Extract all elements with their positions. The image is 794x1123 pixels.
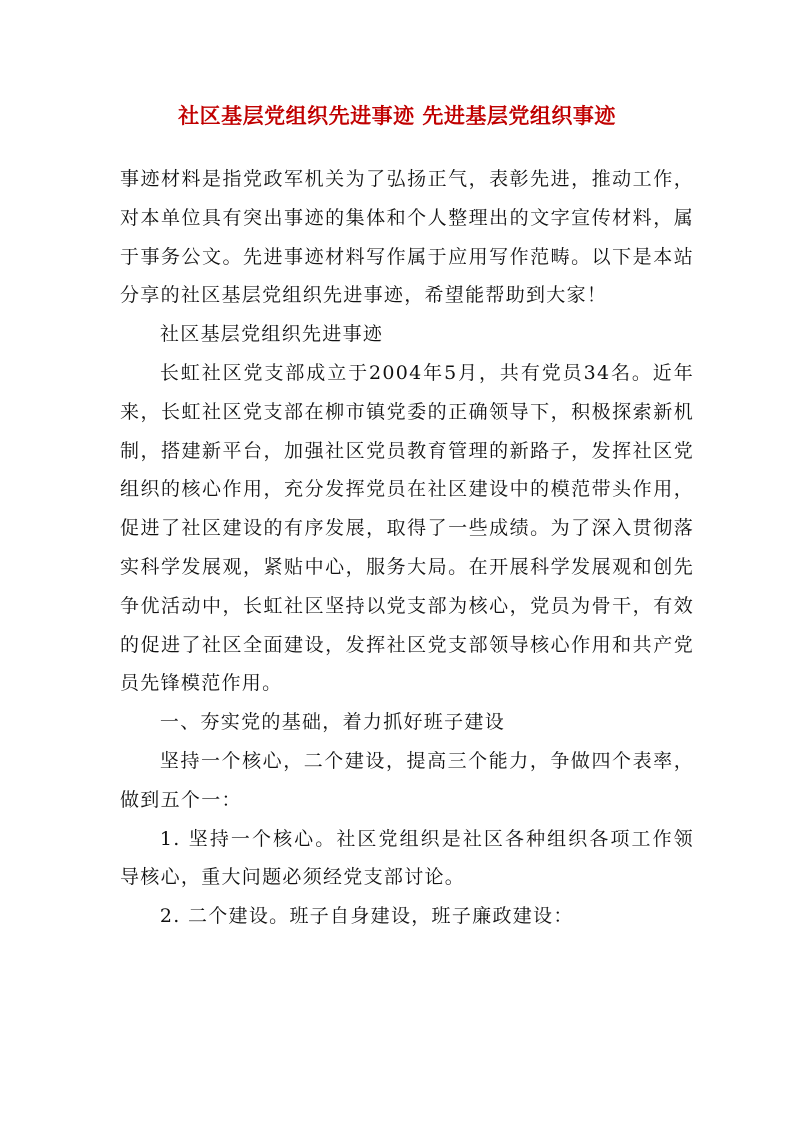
document-body xyxy=(120,160,694,936)
list-item: 1. 坚持一个核心。社区党组织是社区各种组织各项工作领导核心，重大问题必须经党支部讨论。 xyxy=(120,827,694,889)
intro-paragraph: 事迹材料是指党政军机关为了弘扬正气，表彰先进，推动工作，对本单位具有突出事迹的集体和个人整理出的文字宣传材料，属于事务公文。先进事迹材料写作属于应用写作范畴。以下是本站分享的社区基层党组织先进事迹，希望能帮助到大家！ xyxy=(120,168,694,307)
list-item: 2. 二个建设。班子自身建设，班子廉政建设： xyxy=(159,905,574,928)
section-heading: 社区基层党组织先进事迹 xyxy=(159,323,384,346)
subsection-heading: 一、夯实党的基础，着力抓好班子建设 xyxy=(159,711,505,734)
body-paragraph: 坚持一个核心，二个建设，提高三个能力，争做四个表率，做到五个一： xyxy=(120,749,694,811)
body-paragraph: 长虹社区党支部成立于2004年5月，共有党员34名。近年来，长虹社区党支部在柳市镇党委的正确领导下，积极探索新机制，搭建新平台，加强社区党员教育管理的新路子，发挥社区党组织的核心作用，充分发挥党员在社区建设中的模范带头作用，促进了社区建设的有序发展，取得了一些成绩。为了深入贯彻落实科学发展观，紧贴中心，服务大局。在开展科学发展观和创先争优活动中，长虹社区坚持以党支部为核心，党员为骨干，有效的促进了社区全面建设，发挥社区党支部领导核心作用和共产党员先锋模范作用。 xyxy=(120,361,694,695)
document-title: 社区基层党组织先进事迹 先进基层党组织事迹 xyxy=(178,103,616,128)
